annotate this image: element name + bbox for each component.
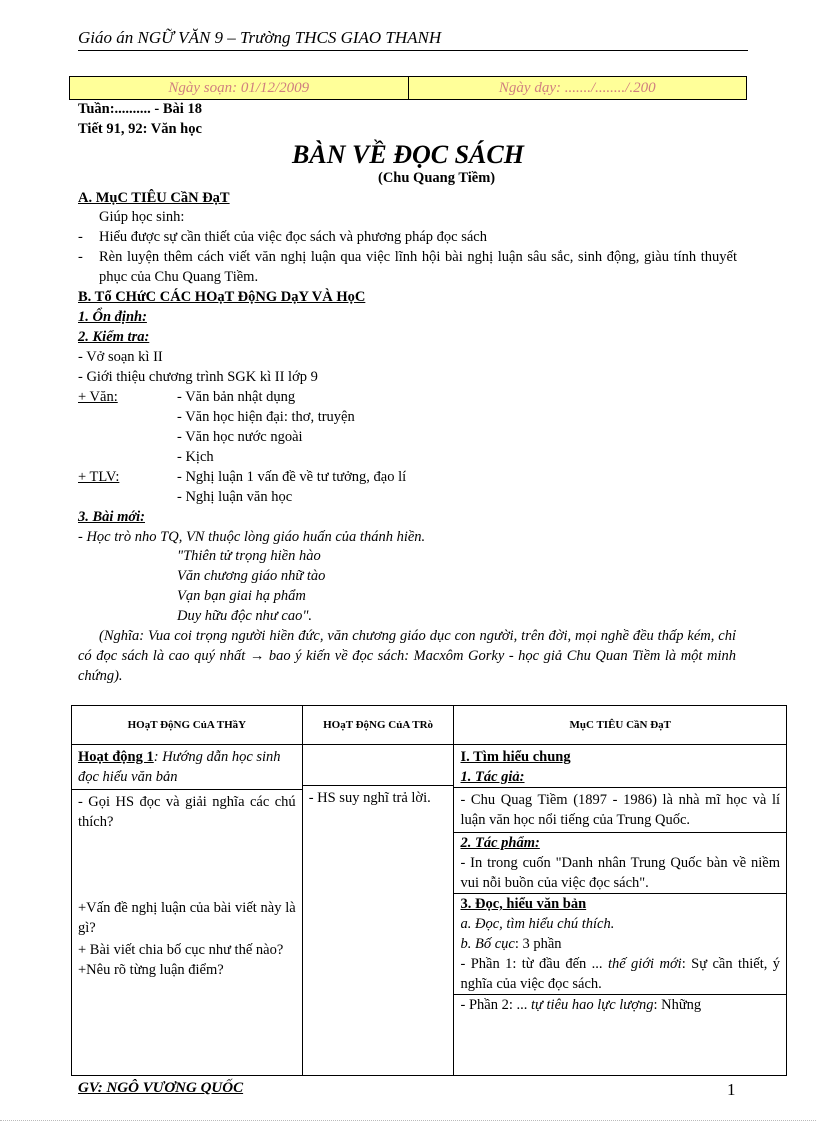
teacher-question: +Nêu rõ từng luận điểm?	[78, 962, 224, 978]
page-number: 1	[727, 1080, 736, 1099]
period-line: Tiết 91, 92: Văn học	[78, 121, 202, 137]
step-1: 1. Ổn định:	[78, 309, 147, 325]
van-item: - Kịch	[177, 449, 214, 465]
section-a-bullet: -	[78, 249, 83, 265]
week-line: Tuần:.......... - Bài 18	[78, 101, 202, 117]
part2-start: - Phần 2: ...	[460, 997, 531, 1013]
header-teacher: HOạT ĐộNG CủA THầY	[72, 706, 303, 745]
activity-heading	[72, 745, 302, 789]
header-student: HOạT ĐộNG CủA TRò	[302, 706, 454, 745]
goal-author-text: - Chu Quag Tiềm (1897 - 1986) là nhà mĩ học và lí luận văn học nổi tiếng của Trung Quốc.	[460, 792, 780, 828]
date-box	[69, 76, 747, 100]
goal-reading-heading: 3. Đọc, hiểu văn bản	[460, 896, 587, 912]
part1-start: - Phần 1: từ đầu đến ...	[460, 956, 608, 972]
student-answer: - HS suy nghĩ trả lời.	[308, 790, 431, 806]
teacher-question: +Vấn đề nghị luận của bài viết này là gì?	[78, 900, 296, 936]
intro-line: - Học trò nho TQ, VN thuộc lòng giáo huấn của thánh hiền.	[78, 529, 426, 545]
part1-ital: thế giới mới	[607, 956, 682, 972]
meaning-paragraph: (Nghĩa: Vua coi trọng người hiền đức, văn chương giáo dục con người, trên đời, mọi nghề đều thấp kém, chỉ có đọc sách là cao quý nhất → bao ý kiến về đọc sách: Macxôm Gorky - học giả Chu Quan Tiềm là một minh chứng).	[78, 628, 736, 684]
van-item: - Văn bản nhật dụng	[177, 389, 296, 405]
check-item: - Giới thiệu chương trình SGK kì II lớp 9	[78, 369, 318, 385]
activity-text: : Hướng dẫn học sinh đọc hiểu văn bản	[78, 749, 281, 785]
goal-author-heading: 1. Tác giả:	[460, 769, 525, 785]
goal-heading: I. Tìm hiểu chung	[460, 749, 571, 765]
van-item: - Văn học hiện đại: thơ, truyện	[177, 409, 355, 425]
prepared-date: Ngày soạn: 01/12/2009	[168, 80, 310, 96]
goal-part-1	[454, 954, 786, 994]
tlv-item: - Nghị luận 1 vấn đề về tư tưởng, đạo lí	[177, 469, 407, 485]
poem-line: Vạn bạn giai hạ phẩm	[177, 588, 306, 604]
step-2: 2. Kiểm tra:	[78, 329, 150, 345]
part1-end: : Sự cần thiết, ý nghĩa của việc đọc sách.	[460, 956, 780, 992]
lesson-title: BÀN VỀ ĐỌC SÁCH	[292, 140, 524, 169]
header-goal: MụC TIÊU CầN ĐạT	[454, 706, 787, 745]
van-item: - Văn học nước ngoài	[177, 429, 303, 445]
student-cell	[302, 745, 454, 1076]
table-header-row	[72, 706, 787, 745]
table-row	[72, 745, 787, 1076]
tlv-label: + TLV:	[78, 469, 120, 485]
footer-teacher-text: GV: NGÔ VƯƠNG QUỐC	[78, 1080, 244, 1096]
lesson-author: (Chu Quang Tiềm)	[378, 170, 496, 186]
goal-reading-b	[454, 934, 786, 954]
section-a-intro: Giúp học sinh:	[99, 209, 185, 225]
check-item: - Vở soạn kì II	[78, 349, 163, 365]
poem-line: Văn chương giáo nhữ tào	[177, 568, 326, 584]
goal-part-2	[454, 995, 786, 1015]
teacher-question: - Gọi HS đọc và giải nghĩa các chú thích?	[78, 794, 296, 830]
goal-work-heading: 2. Tác phẩm:	[460, 835, 540, 851]
van-label: + Văn:	[78, 389, 118, 405]
part2-end: : Những	[653, 997, 702, 1013]
goal-b-label: b. Bố cục	[460, 936, 515, 952]
tlv-item: - Nghị luận văn học	[177, 489, 293, 505]
teacher-cell	[72, 745, 303, 1076]
section-b-heading: B. Tổ CHứC CÁC HOạT ĐộNG DạY VÀ HọC	[78, 289, 366, 305]
page-divider	[0, 1120, 816, 1121]
step-3: 3. Bài mới:	[78, 509, 145, 525]
goal-work-text: - In trong cuốn "Danh nhân Trung Quốc bàn về niềm vui nỗi buồn của việc đọc sách".	[460, 855, 780, 891]
section-a-bullet: -	[78, 229, 83, 245]
activity-label: Hoạt động 1	[78, 749, 154, 765]
section-a-item: Rèn luyện thêm cách viết văn nghị luận qua việc lĩnh hội bài nghị luận sâu sắc, sinh động, giàu tính thuyết phục của Chu Quang Tiềm.	[99, 249, 737, 285]
activity-table	[71, 705, 787, 1076]
part2-ital: tự tiêu hao lực lượng	[530, 997, 654, 1013]
goal-b-text: : 3 phần	[514, 936, 562, 952]
teacher-question: + Bài viết chia bố cục như thế nào?	[78, 942, 284, 958]
section-a-item: Hiểu được sự cần thiết của việc đọc sách và phương pháp đọc sách	[99, 229, 487, 245]
page-header-title: Giáo án NGỮ VĂN 9 – Trường THCS GIAO THANH	[78, 28, 748, 51]
goal-reading-a: a. Đọc, tìm hiểu chú thích.	[460, 916, 615, 932]
poem-line: "Thiên tử trọng hiền hào	[177, 548, 321, 564]
footer-teacher	[78, 1080, 243, 1097]
taught-date: Ngày dạy: ......./......../.200	[408, 77, 747, 99]
poem-line: Duy hữu độc như cao".	[177, 608, 313, 624]
section-a-heading: A. MụC TIÊU CầN ĐạT	[78, 190, 230, 206]
goal-cell	[454, 745, 787, 1076]
